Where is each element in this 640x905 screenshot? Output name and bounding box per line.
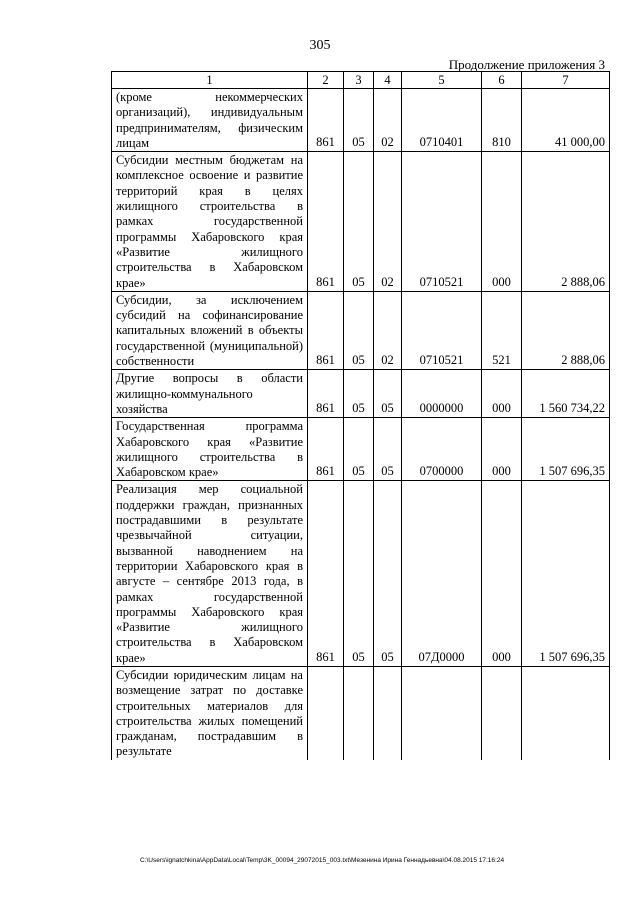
subsection-code: 02 [374,291,402,369]
ministry-code: 861 [308,370,344,418]
section-code: 05 [344,370,374,418]
row-description: Субсидии юридическим лицам на возмещение затрат по доставке строительных материалов для строительства жилых помещений гражданам, пострадавшим в результате [112,666,308,759]
header-cell: 3 [344,72,374,89]
amount: 1 507 696,35 [522,481,610,667]
section-code: 05 [344,89,374,152]
ministry-code: 861 [308,418,344,481]
section-code: 05 [344,481,374,667]
ministry-code: 861 [308,291,344,369]
table-row [112,291,610,369]
table-row [112,370,610,418]
row-description: (кроме некоммерческих организаций), индивидуальным предпринимателям, физическим лицам [112,89,308,152]
target-article-code [402,666,482,759]
row-description: Субсидии местным бюджетам на комплексное освоение и развитие территорий края в целях жилищного строительства в рамках государственной программы Хабаровского края «Развитие жилищного строительства в Хабаровском крае» [112,152,308,292]
expense-type-code: 000 [482,152,522,292]
target-article-code: 07Д0000 [402,481,482,667]
table-row [112,152,610,292]
header-cell: 1 [112,72,308,89]
subsection-code: 02 [374,89,402,152]
amount: 1 507 696,35 [522,418,610,481]
subsection-code [374,666,402,759]
amount: 2 888,06 [522,291,610,369]
amount: 1 560 734,22 [522,370,610,418]
header-cell: 7 [522,72,610,89]
section-code: 05 [344,291,374,369]
expense-type-code: 000 [482,370,522,418]
expense-type-code: 521 [482,291,522,369]
amount: 2 888,06 [522,152,610,292]
target-article-code: 0700000 [402,418,482,481]
row-description: Реализация мер социальной поддержки граждан, признанных пострадавшими в результате чрезвычайной ситуации, вызванной наводнением на территории Хабаровского края в августе – сентябре 2013 года, в рамках государственной программы Хабаровского края «Развитие жилищного строительства в Хабаровском крае» [112,481,308,667]
ministry-code: 861 [308,89,344,152]
header-cell: 5 [402,72,482,89]
ministry-code: 861 [308,481,344,667]
budget-table [111,71,610,760]
page-number: 305 [309,38,331,53]
section-code: 05 [344,152,374,292]
header-cell: 4 [374,72,402,89]
ministry-code: 861 [308,152,344,292]
row-description: Субсидии, за исключением субсидий на софинансирование капитальных вложений в объекты государственной (муниципальной) собственности [112,291,308,369]
subsection-code: 05 [374,481,402,667]
table-row [112,666,610,759]
amount [522,666,610,759]
subsection-code: 05 [374,370,402,418]
subsection-code: 02 [374,152,402,292]
expense-type-code: 000 [482,481,522,667]
expense-type-code [482,666,522,759]
amount: 41 000,00 [522,89,610,152]
section-code: 05 [344,418,374,481]
target-article-code: 0000000 [402,370,482,418]
ministry-code [308,666,344,759]
section-code [344,666,374,759]
file-path-footer: C:\Users\ignatchkina\AppData\Local\Temp\3K_00094_29072015_003.txt\Мезенина Ирина Геннадьевна\04.08.2015 17:16:24 [140,857,505,864]
header-cell: 6 [482,72,522,89]
expense-type-code: 810 [482,89,522,152]
table-row [112,89,610,152]
row-description: Другие вопросы в области жилищно-коммунального хозяйства [112,370,308,418]
header-cell: 2 [308,72,344,89]
expense-type-code: 000 [482,418,522,481]
subsection-code: 05 [374,418,402,481]
table-row [112,418,610,481]
continuation-label: Продолжение приложения 3 [448,57,605,72]
row-description: Государственная программа Хабаровского края «Развитие жилищного строительства в Хабаровском крае» [112,418,308,481]
header-row [112,72,610,89]
table-row [112,481,610,667]
target-article-code: 0710521 [402,291,482,369]
target-article-code: 0710521 [402,152,482,292]
target-article-code: 0710401 [402,89,482,152]
